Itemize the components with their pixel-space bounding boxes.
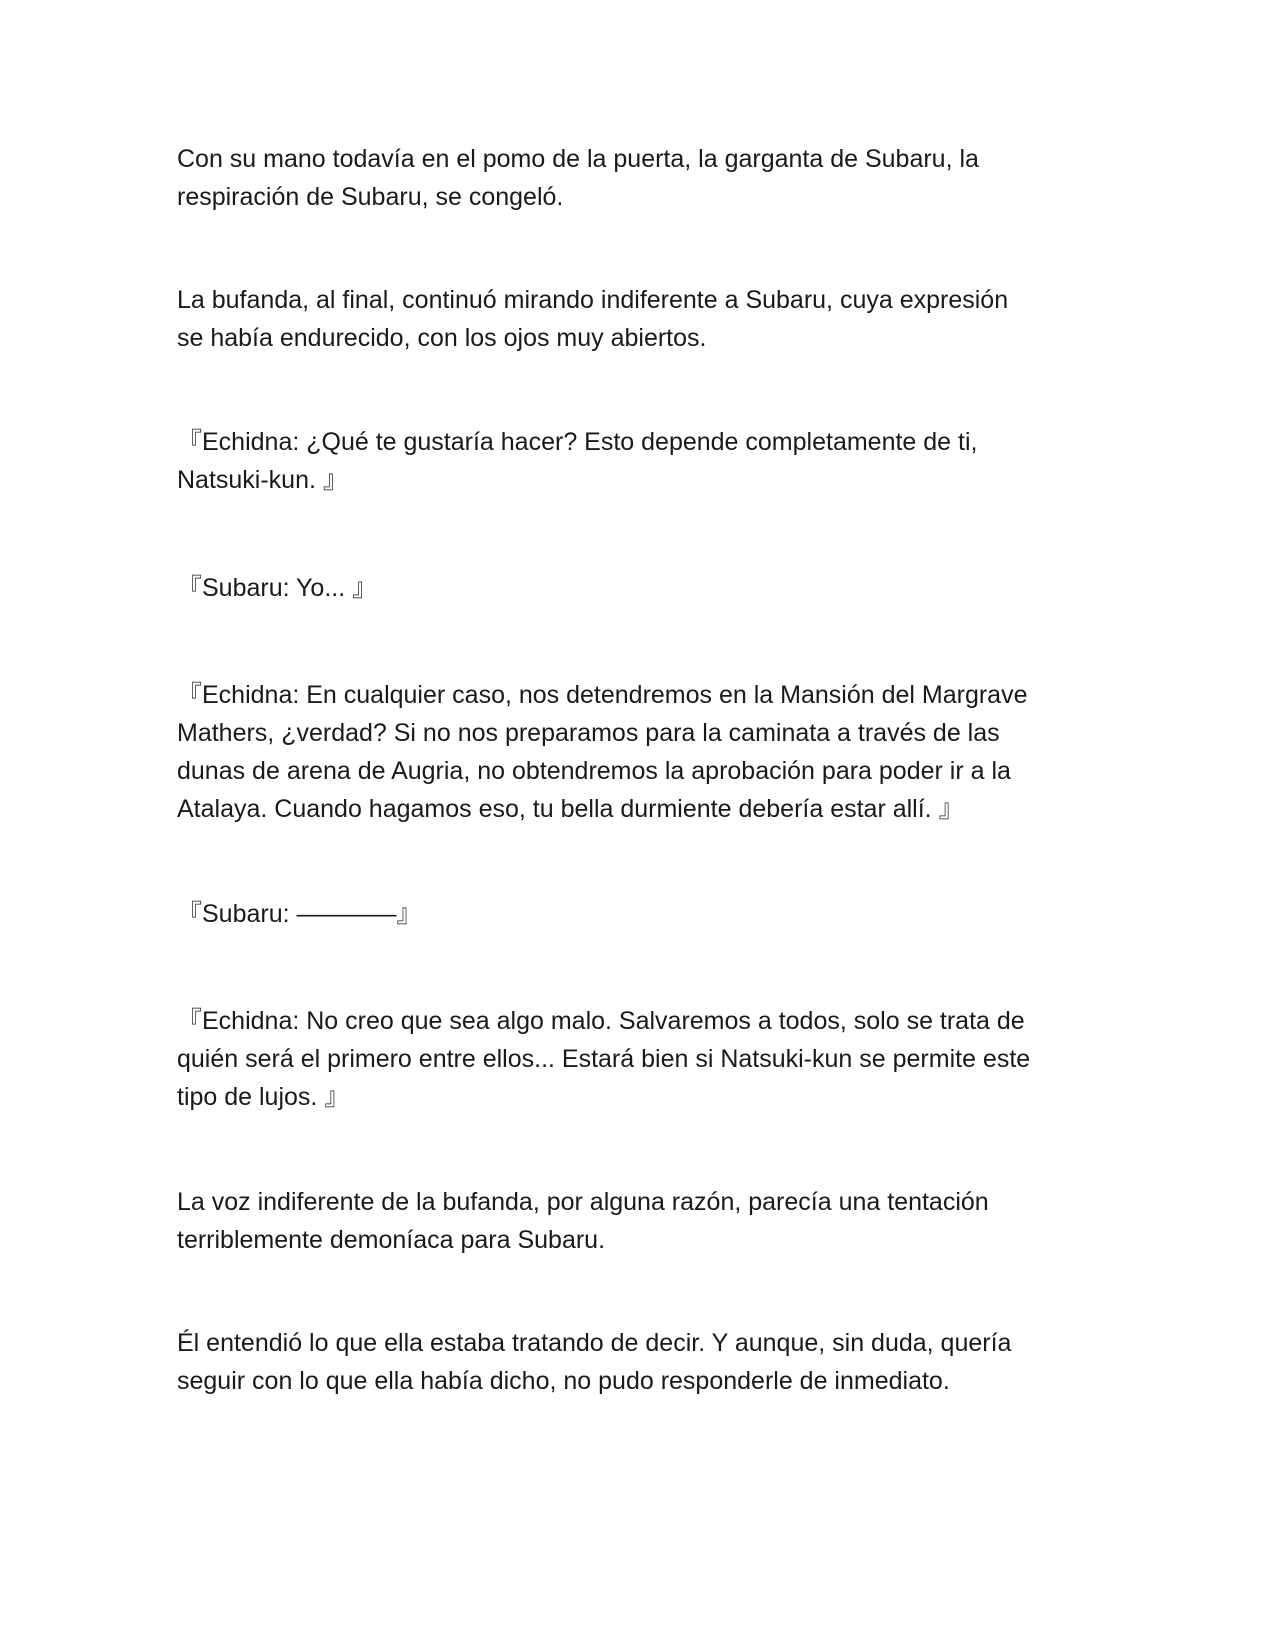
paragraph-line: dunas de arena de Augria, no obtendremos la aprobación para poder ir a la <box>177 757 1011 785</box>
paragraph-line: se había endurecido, con los ojos muy abiertos. <box>177 324 707 352</box>
dialogue-subaru-2 <box>177 895 1097 933</box>
paragraph-2 <box>177 281 1097 357</box>
dialogue-echidna-1 <box>177 423 1097 499</box>
paragraph-line: quién será el primero entre ellos... Estará bien si Natsuki-kun se permite este <box>177 1045 1031 1073</box>
paragraph-line: 『Echidna: No creo que sea algo malo. Salvaremos a todos, solo se trata de <box>177 1007 1025 1035</box>
paragraph-line: La bufanda, al final, continuó mirando indiferente a Subaru, cuya expresión <box>177 286 1009 314</box>
paragraph-line: terriblemente demoníaca para Subaru. <box>177 1226 606 1254</box>
paragraph-1 <box>177 140 1097 216</box>
paragraph-line: tipo de lujos. 』 <box>177 1083 350 1111</box>
dialogue-echidna-2 <box>177 676 1097 828</box>
paragraph-line: 『Echidna: ¿Qué te gustaría hacer? Esto depende completamente de ti, <box>177 428 978 456</box>
paragraph-line: La voz indiferente de la bufanda, por alguna razón, parecía una tentación <box>177 1188 989 1216</box>
dialogue-subaru-1 <box>177 569 1097 607</box>
paragraph-9 <box>177 1324 1097 1400</box>
dialogue-echidna-3 <box>177 1002 1097 1116</box>
paragraph-line: respiración de Subaru, se congeló. <box>177 183 564 211</box>
paragraph-line: Con su mano todavía en el pomo de la puerta, la garganta de Subaru, la <box>177 145 979 173</box>
paragraph-line: Él entendió lo que ella estaba tratando de decir. Y aunque, sin duda, quería <box>177 1329 1012 1357</box>
paragraph-line: Mathers, ¿verdad? Si no nos preparamos para la caminata a través de las <box>177 719 1000 747</box>
paragraph-line: seguir con lo que ella había dicho, no pudo responderle de inmediato. <box>177 1367 950 1395</box>
paragraph-line: 『Subaru: ————』 <box>177 900 422 928</box>
paragraph-line: Natsuki-kun. 』 <box>177 466 348 494</box>
paragraph-line: 『Echidna: En cualquier caso, nos detendremos en la Mansión del Margrave <box>177 681 1028 709</box>
paragraph-line: Atalaya. Cuando hagamos eso, tu bella durmiente debería estar allí. 』 <box>177 795 964 823</box>
paragraph-line: 『Subaru: Yo... 』 <box>177 574 378 602</box>
paragraph-8 <box>177 1183 1097 1259</box>
